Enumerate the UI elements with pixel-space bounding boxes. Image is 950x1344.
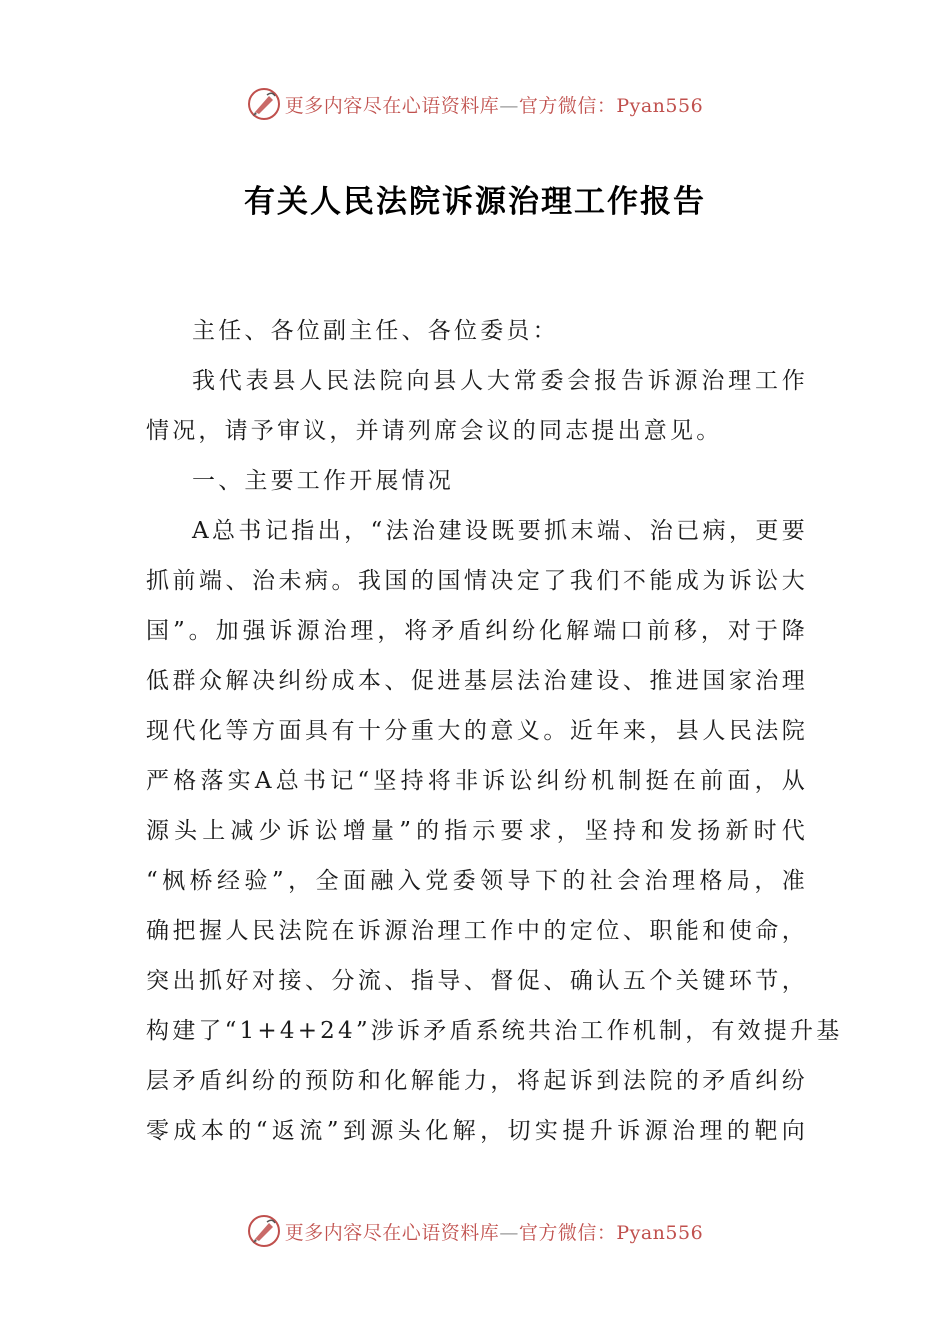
- pen-logo-icon: [247, 1214, 281, 1248]
- body-line: 零成本的“返流”到源头化解，切实提升诉源治理的靶向: [146, 1118, 808, 1144]
- header-banner: [0, 84, 950, 124]
- pen-logo-icon: [247, 87, 281, 121]
- footer-banner-text: 更多内容尽在心语资料库—官方微信：Pyan556: [284, 1221, 704, 1244]
- body-line: 国”。加强诉源治理，将矛盾纠纷化解端口前移，对于降: [146, 618, 808, 644]
- body-line: 层矛盾纠纷的预防和化解能力，将起诉到法院的矛盾纠纷: [146, 1068, 808, 1094]
- body-line: 源头上减少诉讼增量”的指示要求，坚持和发扬新时代: [146, 818, 808, 844]
- section-heading: 一、主要工作开展情况: [192, 468, 454, 494]
- header-banner-text: 更多内容尽在心语资料库—官方微信：Pyan556: [284, 94, 704, 117]
- footer-banner: [0, 1211, 950, 1251]
- body-line: 抓前端、治未病。我国的国情决定了我们不能成为诉讼大: [146, 568, 808, 594]
- body-line: 现代化等方面具有十分重大的意义。近年来，县人民法院: [146, 718, 808, 744]
- intro-line-2: 情况，请予审议，并请列席会议的同志提出意见。: [146, 418, 723, 444]
- body-line: 突出抓好对接、分流、指导、督促、确认五个关键环节，: [146, 968, 808, 994]
- body-line: 严格落实A总书记“坚持将非诉讼纠纷机制挺在前面，从: [146, 768, 808, 794]
- body-line: A总书记指出，“法治建设既要抓末端、治已病，更要: [192, 518, 808, 544]
- body-line: 确把握人民法院在诉源治理工作中的定位、职能和使命，: [146, 918, 808, 944]
- document-title: 有关人民法院诉源治理工作报告: [244, 184, 706, 220]
- salutation: 主任、各位副主任、各位委员：: [192, 318, 559, 344]
- intro-line-1: 我代表县人民法院向县人大常委会报告诉源治理工作: [192, 368, 808, 394]
- document-body: [146, 306, 843, 1156]
- body-line: “枫桥经验”，全面融入党委领导下的社会治理格局，准: [146, 868, 808, 894]
- body-line: 构建了“1+4+24”涉诉矛盾系统共治工作机制，有效提升基: [146, 1018, 843, 1044]
- body-line: 低群众解决纠纷成本、促进基层法治建设、推进国家治理: [146, 668, 808, 694]
